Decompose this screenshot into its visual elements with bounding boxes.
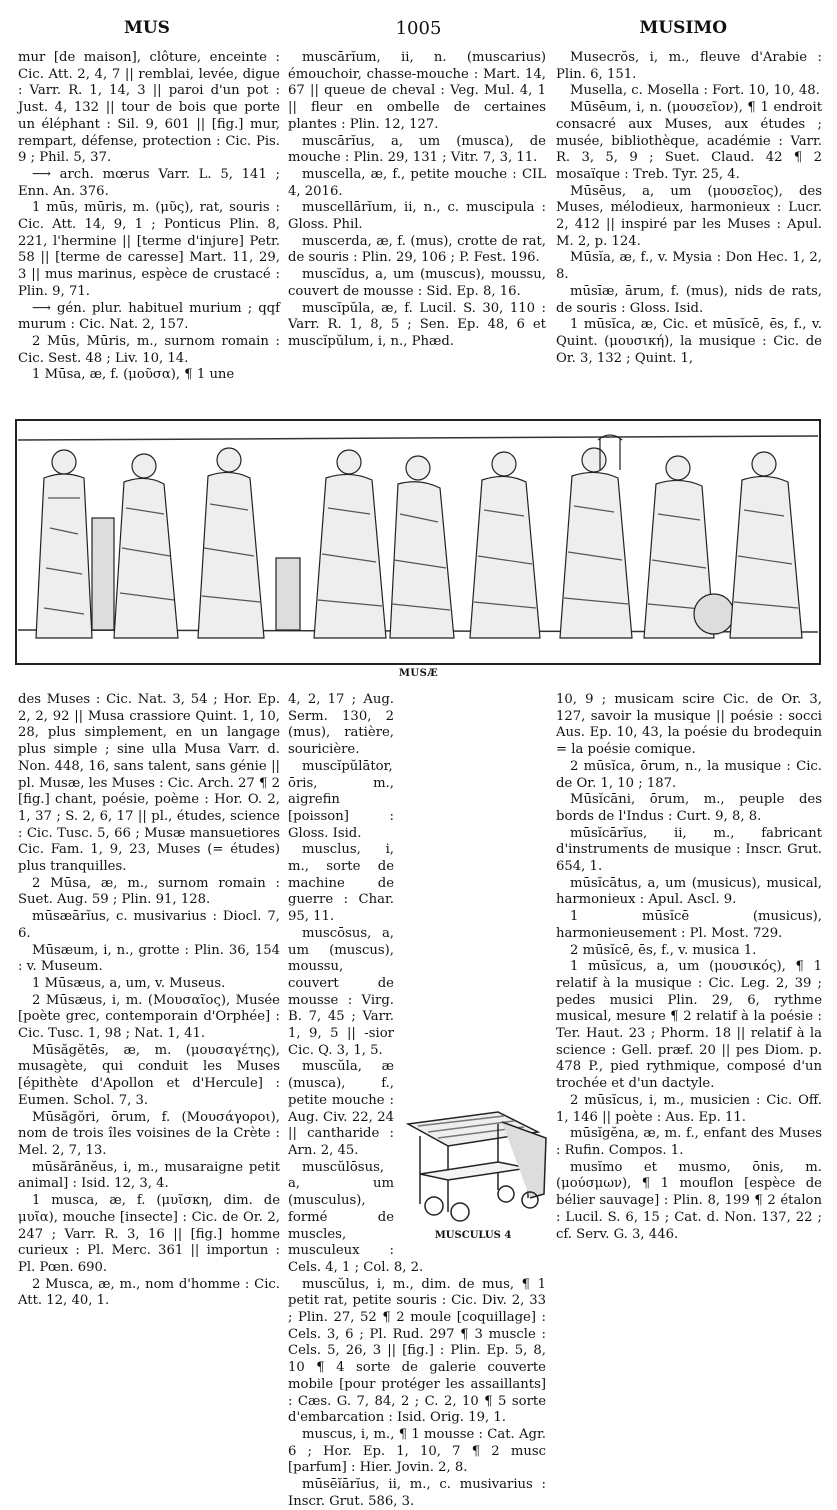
muse-figure [36,450,92,638]
entry: musclus, i, m., sorte de machine de guerre : Char. 95, 11. [288,842,394,925]
entry: Mūsæum, i, n., grotte : Plin. 36, 154 : v. Museum. [18,942,280,975]
entry: 2 Mūsæus, i, m. (Μουσαῖος), Musée [poète grec, contemporain d'Orphée] : Cic. Tusc. 1, 98 ; Nat. 1, 41. [18,992,280,1042]
header-left-word: MUS [124,18,170,38]
entry: muscerda, æ, f. (mus), crotte de rat, de souris : Plin. 29, 106 ; P. Fest. 196. [288,233,546,266]
entry: 1 mūsĭca, æ, Cic. et mūsĭcē, ēs, f., v. Quint. (μουσική), la musique : Cic. de Or. 3, 132 ; Quint. 1, [556,317,822,366]
illustration-caption: MUSÆ [398,668,439,679]
entry: musĭmo et musmo, ōnis, m. (μούσμων), ¶ 1 mouflon [espèce de bélier sauvage] : Plin. 8, 199 ¶ 2 étalon : Lucil. S. 6, 15 ; Cat. d. Non. 137, 22 ; cf. Serv. G. 3, 446. [556,1159,822,1242]
page-number: 1005 [395,18,442,39]
entry: muscus, i, m., ¶ 1 mousse : Cat. Agr. 6 ; Hor. Ep. 1, 10, 7 ¶ 2 musc [parfum] : Hier. Jovin. 2, 8. [288,1426,546,1476]
entry: 1 mūs, mūris, m. (μῦς), rat, souris : Cic. Att. 14, 9, 1 ; Ponticus Plin. 8, 221, l'hermine || [terme d'injure] Petr. 58 || [terme de caresse] Mart. 11, 29, 3 || mus marinus, espèce de crustacé : Plin. 9, 71. [18,200,280,299]
entry: Mūsĭa, æ, f., v. Mysia : Don Hec. 1, 2, 8. [556,250,822,283]
entry: muscella, æ, f., petite mouche : CIL 4, 2016. [288,166,546,199]
entry: muscĭdus, a, um (muscus), moussu, couvert de mousse : Sid. Ep. 8, 16. [288,267,546,299]
entry: Mūsēum, i, n. (μουσεῖον), ¶ 1 endroit consacré aux Muses, aux études ; musée, bibliothèque, académie : Varr. R. 3, 5, 9 ; Suet. Claud. 42 ¶ 2 mosaïque : Treb. Tyr. 25, 4. [556,100,822,182]
column-bottom-middle [288,692,546,1509]
entry: Mūsĭcāni, ōrum, m., peuple des bords de l'Indus : Curt. 9, 8, 8. [556,792,822,824]
entry: 1 mūsĭcus, a, um (μουσικός), ¶ 1 relatif à la musique : Cic. Leg. 2, 39 ; pedes musici Plin. 29, 6, rythme musical, mesure ¶ 2 relatif à la poésie : Ter. Haut. 23 ; Phorm. 18 || relatif à la science : Gell. præf. 20 || pes Diom. p. 478 P., pied rythmique, composé d'un trochée et d'un dactyle. [556,959,822,1092]
entry: 2 mūsĭca, ōrum, n., la musique : Cic. de Or. 1, 10 ; 187. [556,758,822,791]
engraving-caption: MUSCULUS 4 [434,1230,512,1241]
entry: mūsĭcātus, a, um (musicus), musical, harmonieux : Apul. Ascl. 9. [556,875,822,908]
entry: muscellārĭum, ii, n., c. muscipula : Gloss. Phil. [288,200,546,233]
entry: ⟶ arch. mœrus Varr. L. 5, 141 ; Enn. An. 376. [18,166,280,199]
entry: Musecrŏs, i, m., fleuve d'Arabie : Plin. 6, 151. [556,50,822,82]
entry: 1 mūsĭcē (musicus), harmonieusement : Pl. Most. 729. [556,909,822,941]
page-header [0,18,837,44]
entry: Musella, c. Mosella : Fort. 10, 10, 48. [570,83,820,99]
entry: 2 Mūsa, æ, m., surnom romain : Suet. Aug. 59 ; Plin. 91, 128. [18,875,280,908]
column-bottom-left [18,692,280,1338]
entry: mūsĭcārĭus, ii, m., fabricant d'instruments de musique : Inscr. Grut. 654, 1. [556,825,822,875]
entry: muscŭlōsus, a, um (musculus), formé de muscles, musculeux : Cels. 4, 1 ; Col. 8, 2. [288,1159,424,1275]
entry: muscĭpŭla, æ, f. Lucil. S. 30, 110 : Varr. R. 1, 8, 5 ; Sen. Ep. 48, 6 et muscĭpŭlum, i, n., Phæd. [288,300,546,349]
entry: mūsĭgĕna, æ, m. f., enfant des Muses : Rufin. Compos. 1. [556,1126,822,1158]
column-top-right [556,50,822,410]
entry: Mūsēus, a, um (μουσεῖος), des Muses, mélodieux, harmonieux : Lucr. 2, 412 || inspiré par les Muses : Apul. M. 2, p. 124. [556,183,822,249]
column-top-left [18,50,280,410]
entry: muscŭlus, i, m., dim. de mus, ¶ 1 petit rat, petite souris : Cic. Div. 2, 33 ; Plin. 27, 52 ¶ 2 moule [coquillage] : Cels. 3, 6 ; Pl. Rud. 297 ¶ 3 muscle : Cels. 5, 26, 3 || [fig.] : Plin. Ep. 5, 8, 10 ¶ 4 sorte de galerie couverte mobile [pour protéger les assaillants] : Cæs. G. 7, 84, 2 ; C. 2, 10 ¶ 5 sorte d'embarcation : Isid. Orig. 19, 1. [288,1276,546,1426]
entry: 2 Mūs, Mūris, m., surnom romain : Cic. Sest. 48 ; Liv. 10, 14. [18,333,280,366]
entry: mūsæārĭus, c. musivarius : Diocl. 7, 6. [18,909,280,941]
entry: muscōsus, a, um (muscus), moussu, couvert de mousse : Virg. B. 7, 45 ; Varr. 1, 9, 5 || -sior Cic. Q. 3, 1, 5. [288,925,394,1058]
entry: ⟶ gén. plur. habituel murium ; qqf murum : Cic. Nat. 2, 157. [18,300,280,333]
entry: mūsărānĕus, i, m., musaraigne petit animal] : Isid. 12, 3, 4. [18,1159,280,1192]
entry: 1 Mūsæus, a, um, v. Museus. [32,975,226,991]
entry: 10, 9 ; musicam scire Cic. de Or. 3, 127, savoir la musique || poésie : socci Aus. Ep. 10, 43, la poésie du brodequin = la poésie comique. [556,692,822,758]
entry: 4, 2, 17 ; Aug. Serm. 130, 2 (mus), ratière, souricière. [288,692,394,758]
entry: 1 Mūsa, æ, f. (μοῦσα), ¶ 1 une [32,367,235,383]
entry: muscŭla, æ (musca), f., petite mouche : Aug. Civ. 22, 24 || cantharide : Arn. 2, 45. [288,1059,394,1158]
entry: 1 musca, æ, f. (μυῖσκη, dim. de μυῖα), mouche [insecte] : Cic. de Or. 2, 247 ; Varr. R. 3, 16 || [fig.] homme curieux : Pl. Merc. 361 || importun : Pl. Pœn. 690. [18,1193,280,1275]
column-bottom-right [556,692,822,1338]
entry: mūsēĭārĭus, ii, m., c. musivarius : Inscr. Grut. 586, 3. [288,1477,546,1509]
entry: 2 Musca, æ, m., nom d'homme : Cic. Att. 12, 40, 1. [18,1276,280,1309]
entry: muscārĭum, ii, n. (muscarius) émouchoir, chasse-mouche : Mart. 14, 67 || queue de cheval : Veg. Mul. 4, 1 || fleur en ombelle de certaines plantes : Plin. 12, 127. [288,50,546,132]
muses-relief-illustration [14,418,822,666]
entry: 2 mūsĭcē, ēs, f., v. musica 1. [570,942,757,958]
entry: mūsīæ, ārum, f. (mus), nids de rats, de souris : Gloss. Isid. [556,283,822,316]
musculus-engraving [398,1094,548,1224]
entry: Mūsăgŏri, ōrum, f. (Μουσάγοροι), nom de trois îles voisines de la Crète : Mel. 2, 7, 13. [18,1109,280,1158]
entry: muscārĭus, a, um (musca), de mouche : Plin. 29, 131 ; Vitr. 7, 3, 11. [288,133,546,166]
entry: des Muses : Cic. Nat. 3, 54 ; Hor. Ep. 2, 2, 92 || Musa crassiore Quint. 1, 10, 28, plus simplement, en un langage plus simple ; sine ulla Musa Varr. d. Non. 448, 16, sans talent, sans génie || pl. Musæ, les Muses : Cic. Arch. 27 ¶ 2 [fig.] chant, poésie, poème : Hor. O. 2, 1, 37 ; S. 2, 6, 17 || pl., études, science : Cic. Tusc. 5, 66 ; Musæ mansuetiores Cic. Fam. 1, 9, 23, Muses (= études) plus tranquilles. [18,692,280,875]
header-right-word: MUSIMO [639,18,727,38]
column-top-middle [288,50,546,410]
entry: Mūsăgĕtēs, æ, m. (μουσαγέτης), musagète, qui conduit les Muses [épithète d'Apollon et d'Hercule] : Eumen. Schol. 7, 3. [18,1042,280,1108]
entry: muscĭpŭlātor, ōris, m., aigrefin [poisson] : Gloss. Isid. [288,758,394,841]
entry: 2 mūsĭcus, i, m., musicien : Cic. Off. 1, 146 || poète : Aus. Ep. 11. [556,1092,822,1125]
entry: mur [de maison], clôture, enceinte : Cic. Att. 2, 4, 7 || remblai, levée, digue : Varr. R. 1, 14, 3 || paroi d'un pot : Just. 4, 132 || tour de bois que porte un éléphant : Sil. 9, 601 || [fig.] mur, rempart, défense, protection : Cic. Pis. 9 ; Phil. 5, 37. [18,50,280,166]
